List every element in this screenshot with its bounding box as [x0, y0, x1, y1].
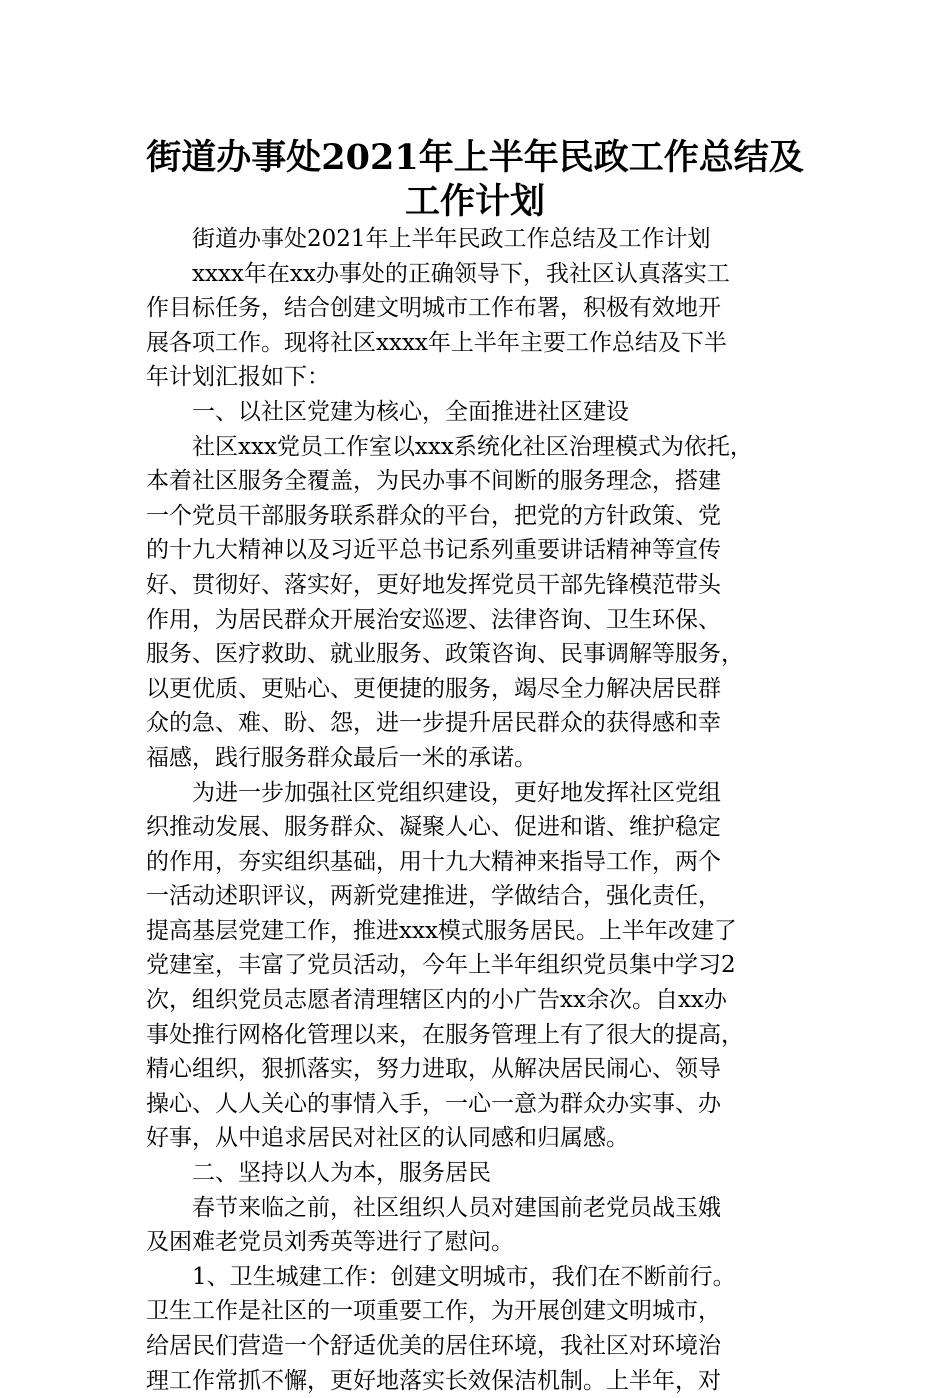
body-line: 作用，为居民群众开展治安巡逻、法律咨询、卫生环保、 [146, 606, 721, 633]
section-heading: 二、坚持以人为本，服务居民 [192, 1160, 491, 1187]
body-line: 街道办事处2021年上半年民政工作总结及工作计划 [192, 226, 711, 252]
document-title [100, 136, 850, 224]
body-line: 好事，从中追求居民对社区的认同感和归属感。 [146, 1125, 629, 1152]
document-body [146, 222, 816, 1398]
body-line: 展各项工作。现将社区xxxx年上半年主要工作总结及下半 [146, 329, 727, 356]
body-line: 的十九大精神以及习近平总书记系列重要讲话精神等宣传 [146, 537, 721, 564]
body-line: xxxx年在xx办事处的正确领导下，我社区认真落实工 [192, 260, 730, 287]
body-line: 社区xxx党员工作室以xxx系统化社区治理模式为依托， [192, 433, 753, 460]
body-line: 年计划汇报如下： [146, 364, 330, 391]
body-line: 事处推行网格化管理以来，在服务管理上有了很大的提高， [146, 1021, 744, 1048]
body-line: 作目标任务，结合创建文明城市工作布署，积极有效地开 [146, 295, 721, 322]
body-line: 春节来临之前，社区组织人员对建国前老党员战玉娥 [192, 1194, 721, 1221]
body-line: 一个党员干部服务联系群众的平台，把党的方针政策、党 [146, 502, 721, 529]
body-line: 福感，践行服务群众最后一米的承诺。 [146, 744, 537, 771]
body-line: 好、贯彻好、落实好，更好地发挥党员干部先锋模范带头 [146, 571, 721, 598]
body-line: 以更优质、更贴心、更便捷的服务，竭尽全力解决居民群 [146, 675, 721, 702]
body-line: 及困难老党员刘秀英等进行了慰问。 [146, 1229, 514, 1256]
body-line: 本着社区服务全覆盖，为民办事不间断的服务理念，搭建 [146, 468, 721, 495]
body-line: 众的急、难、盼、怨，进一步提升居民群众的获得感和幸 [146, 710, 721, 737]
body-line: 织推动发展、服务群众、凝聚人心、促进和谐、维护稳定 [146, 814, 721, 841]
body-line: 党建室，丰富了党员活动，今年上半年组织党员集中学习2 [146, 952, 736, 979]
body-line: 卫生工作是社区的一项重要工作，为开展创建文明城市， [146, 1298, 721, 1325]
body-line: 理工作常抓不懈，更好地落实长效保洁机制。上半年，对 [146, 1367, 721, 1394]
body-line: 精心组织，狠抓落实，努力进取，从解决居民闹心、领导 [146, 1056, 721, 1083]
body-line: 服务、医疗救助、就业服务、政策咨询、民事调解等服务， [146, 641, 744, 668]
title-line-1: 街道办事处2021年上半年民政工作总结及 [146, 137, 804, 178]
body-line: 1、卫生城建工作：创建文明城市，我们在不断前行。 [192, 1263, 736, 1290]
section-heading: 一、以社区党建为核心，全面推进社区建设 [192, 398, 629, 425]
body-line: 一活动述职评议，两新党建推进，学做结合，强化责任， [146, 883, 721, 910]
body-line: 给居民们营造一个舒适优美的居住环境，我社区对环境治 [146, 1333, 721, 1359]
title-line-2: 工作计划 [404, 181, 545, 222]
body-line: 操心、人人关心的事情入手，一心一意为群众办实事、办 [146, 1090, 721, 1117]
body-line: 提高基层党建工作，推进xxx模式服务居民。上半年改建了 [146, 917, 737, 944]
body-line: 次，组织党员志愿者清理辖区内的小广告xx余次。自xx办 [146, 987, 727, 1014]
body-line: 为进一步加强社区党组织建设，更好地发挥社区党组 [192, 779, 721, 806]
body-line: 的作用，夯实组织基础，用十九大精神来指导工作，两个 [146, 848, 721, 875]
